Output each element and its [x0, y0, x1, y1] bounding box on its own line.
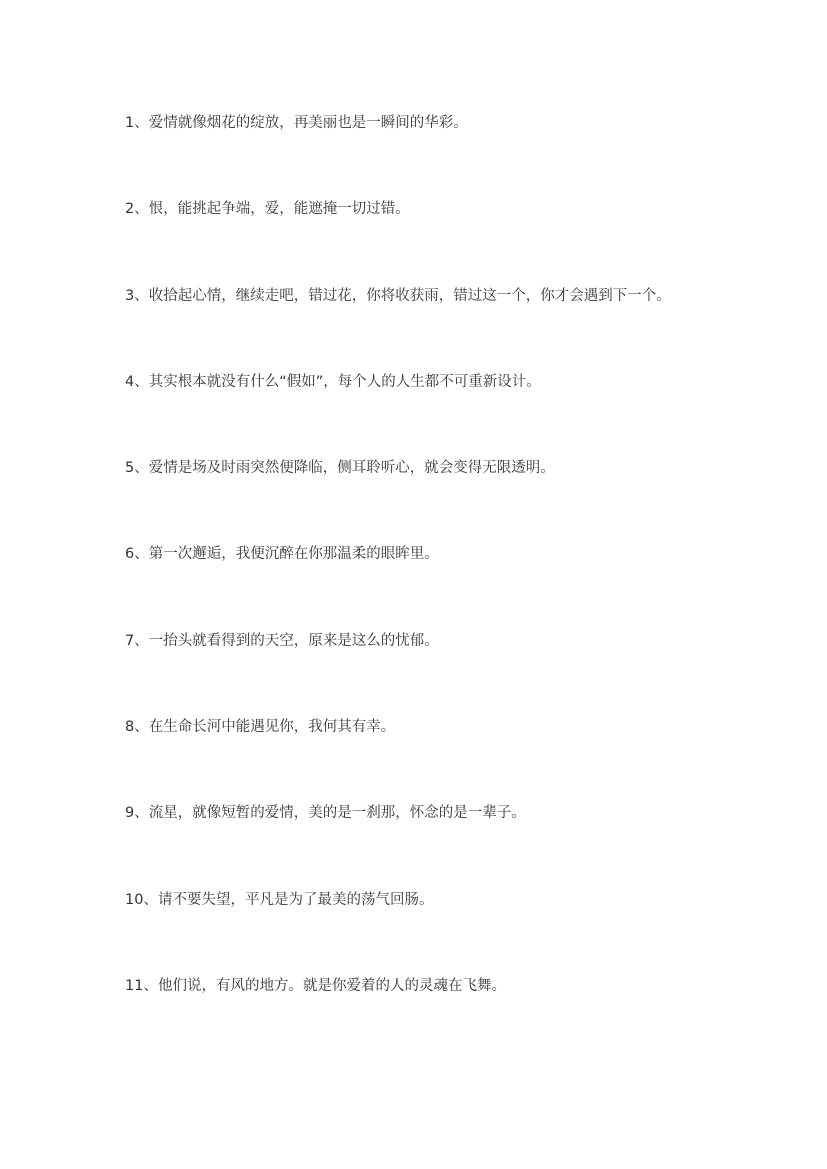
- quote-line-2: 2、恨，能挑起争端，爱，能遮掩一切过错。: [125, 201, 410, 218]
- quote-line-6: 6、第一次邂逅，我便沉醉在你那温柔的眼眸里。: [125, 546, 439, 563]
- quote-line-1: 1、爱情就像烟花的绽放，再美丽也是一瞬间的华彩。: [125, 115, 468, 131]
- quote-line-7: 7、一抬头就看得到的天空，原来是这么的忧郁。: [125, 632, 439, 649]
- quote-line-9: 9、流星，就像短暂的爱情，美的是一刹那，怀念的是一辈子。: [125, 805, 526, 822]
- quote-line-10: 10、请不要失望，平凡是为了最美的荡气回肠。: [125, 891, 434, 908]
- quote-line-11: 11、他们说，有风的地方。就是你爱着的人的灵魂在飞舞。: [125, 977, 506, 994]
- quote-line-3: 3、收拾起心情，继续走吧，错过花，你将收获雨，错过这一个，你才会遇到下一个。: [125, 287, 671, 304]
- quote-line-5: 5、爱情是场及时雨突然便降临，侧耳聆听心，就会变得无限透明。: [125, 460, 555, 477]
- quote-line-8: 8、在生命长河中能遇见你，我何其有幸。: [125, 719, 396, 736]
- quote-line-4: 4、其实根本就没有什么“假如”，每个人的人生都不可重新设计。: [125, 373, 541, 390]
- quote-list: [125, 112, 787, 1061]
